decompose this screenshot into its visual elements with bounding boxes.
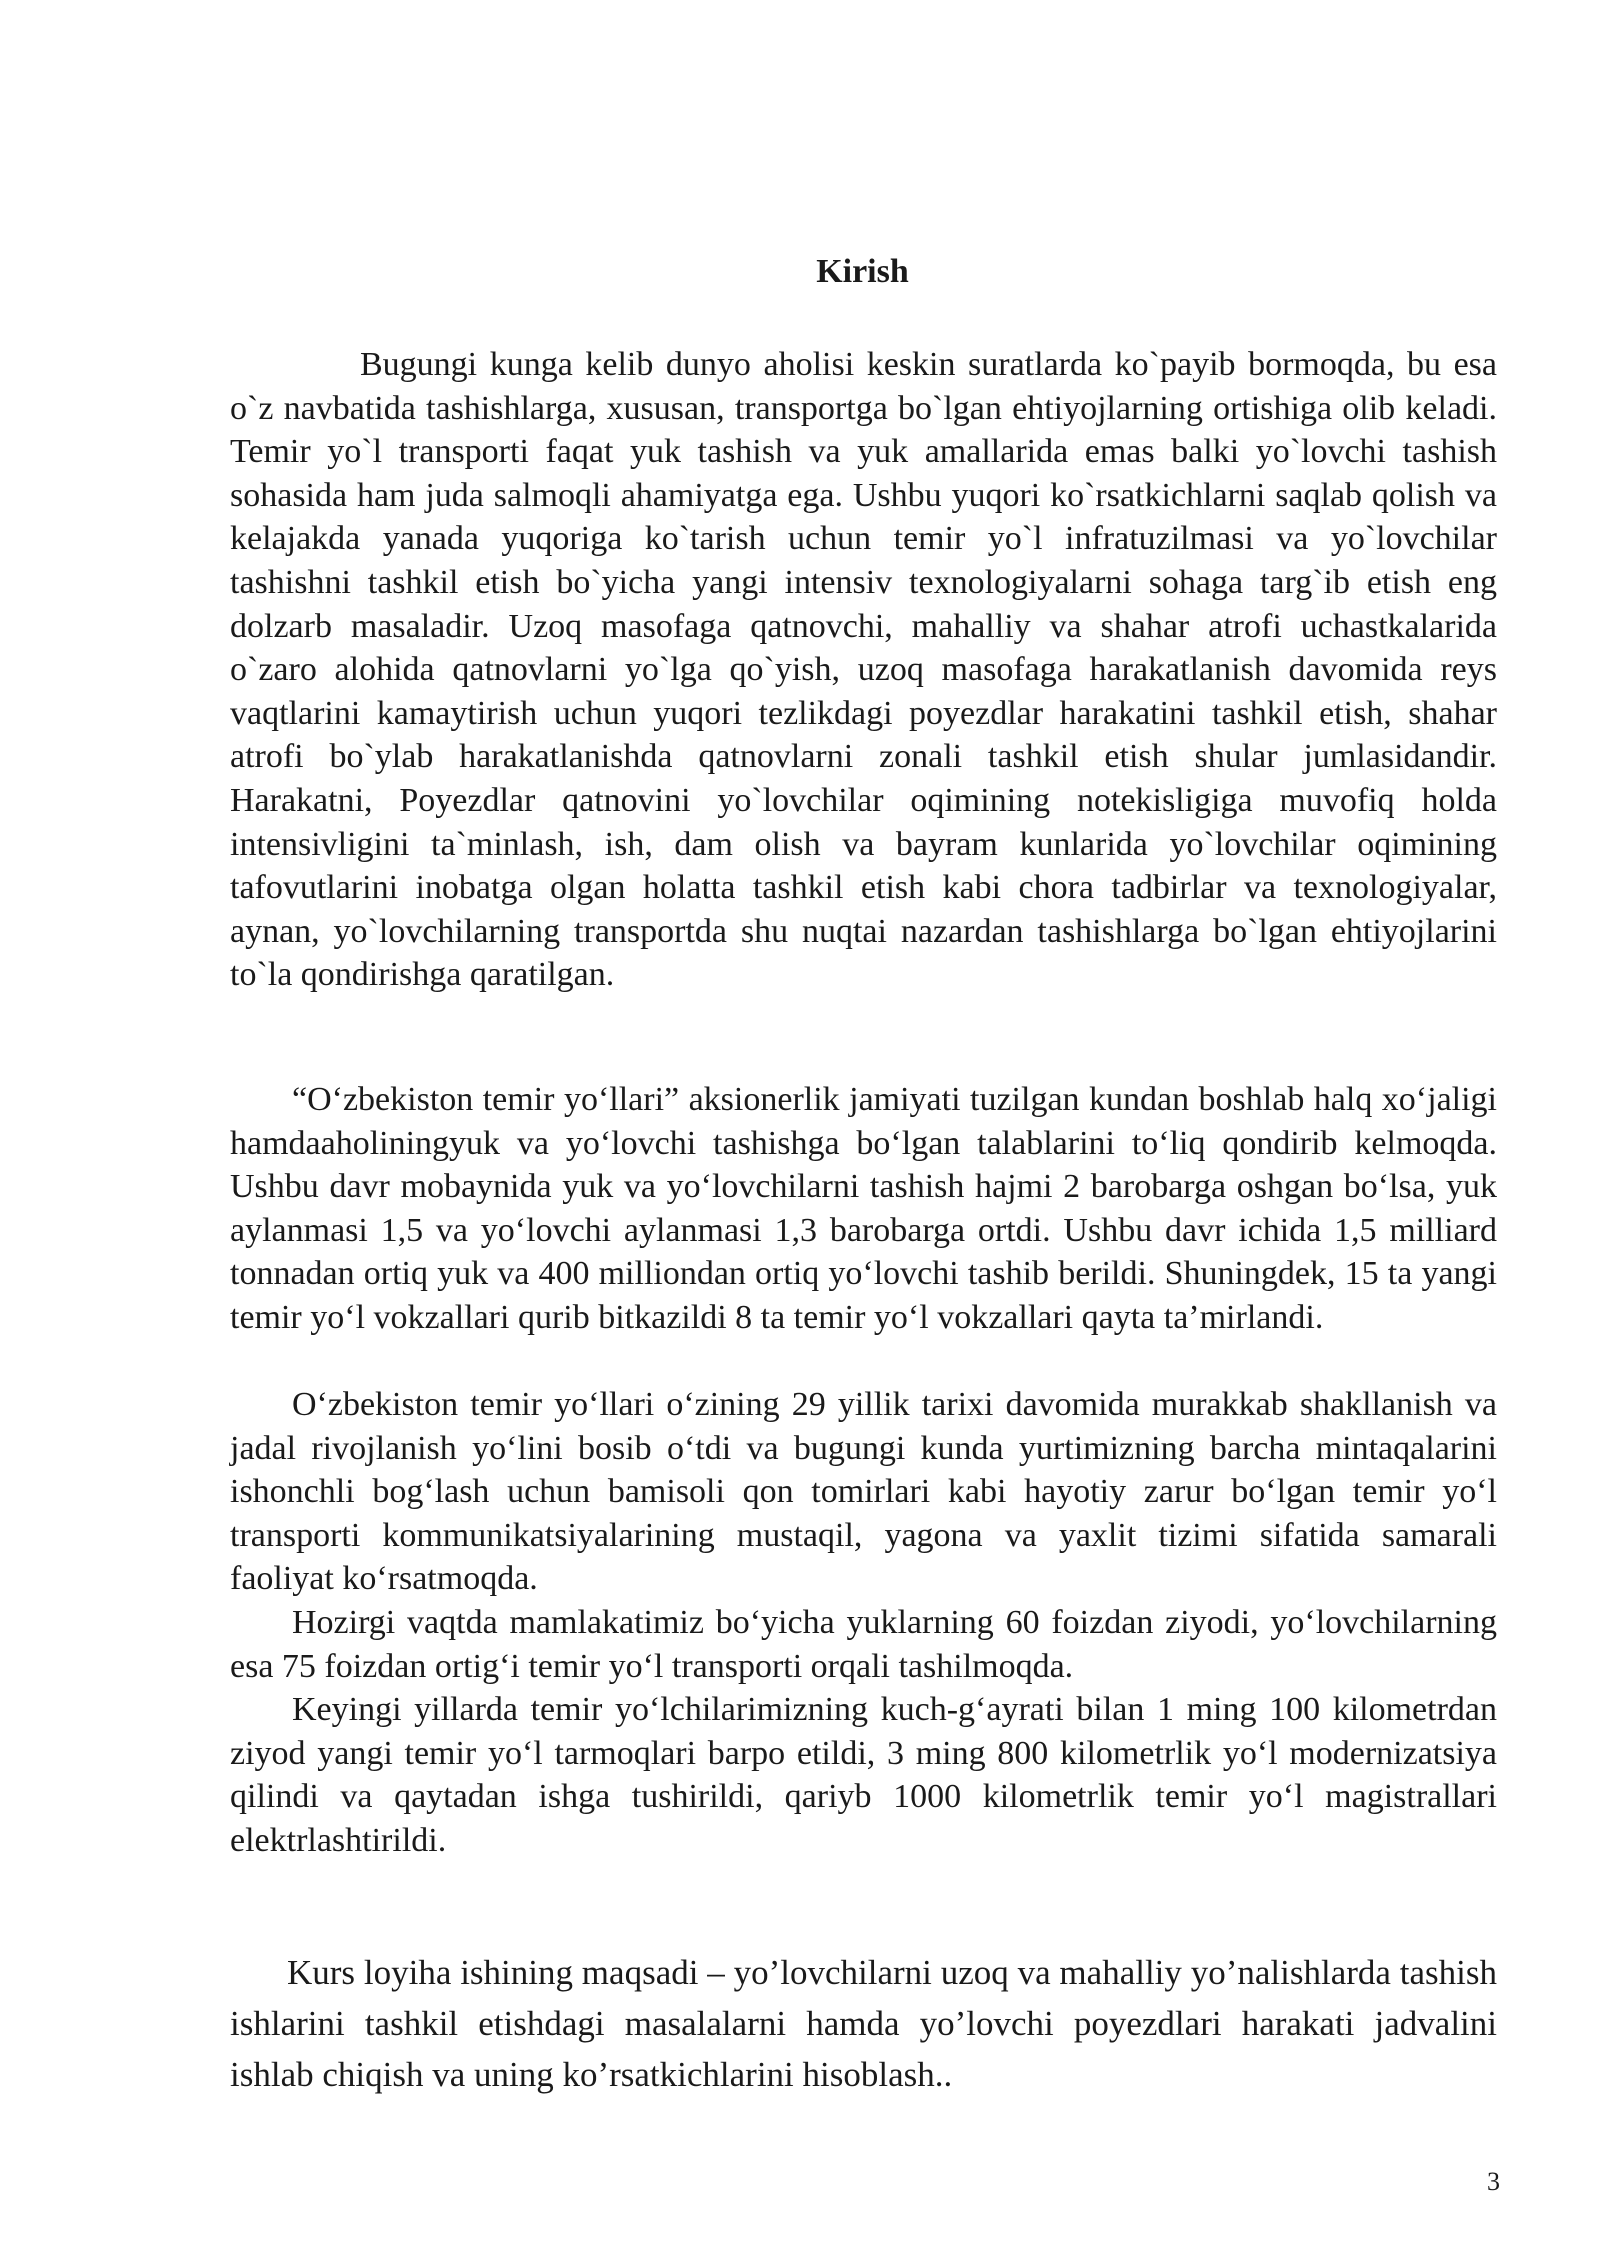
page-title: Kirish (816, 253, 909, 290)
paragraph-railways-company: “O‘zbekiston temir yo‘llari” aksionerlik jamiyati tuzilgan kundan boshlab halq xo‘jaligi hamdaaholiningyuk va yo‘lovchi tashishga bo‘lgan talablarini to‘liq qondirib kelmoqda. Ushbu davr mobaynida yuk va yo‘lovchilarni tashish hajmi 2 barobarga oshgan bo‘lsa, yuk aylanmasi 1,5 va yo‘lovchi aylanmasi 1,3 barobarga ortdi. Ushbu davr ichida 1,5 milliard tonnadan ortiq yuk va 400 milliondan ortiq yo‘lovchi tashib berildi. Shuningdek, 15 ta yangi temir yo‘l vokzallari qurib bitkazildi 8 ta temir yo‘l vokzallari qayta ta’mirlandi. (230, 1081, 1497, 1336)
paragraph-project-goal: Kurs loyiha ishining maqsadi – yo’lovchilarni uzoq va mahalliy yo’nalishlarda tashish ishlarini tashkil etishdagi masalalarni hamda yo’lovchi poyezdlari harakati jadvalini ishlab chiqish va uning ko’rsatkichlarini hisoblash.. (230, 1953, 1497, 2094)
paragraph-recent-years: Keyingi yillarda temir yo‘lchilarimizning kuch-g‘ayrati bilan 1 ming 100 kilometrdan ziyod yangi temir yo‘l tarmoqlari barpo etildi, 3 ming 800 kilometrlik yo‘l modernizatsiya qilindi va qaytadan ishga tushirildi, qariyb 1000 kilometrlik temir yo‘l magistrallari elektrlashtirildi. (230, 1691, 1497, 1859)
paragraph-current-share: Hozirgi vaqtda mamlakatimiz bo‘yicha yuklarning 60 foizdan ziyodi, yo‘lovchilarning esa 75 foizdan ortig‘i temir yo‘l transporti orqali tashilmoqda. (230, 1604, 1497, 1685)
paragraph-railways-history: O‘zbekiston temir yo‘llari o‘zining 29 yillik tarixi davomida murakkab shakllanish va jadal rivojlanish yo‘lini bosib o‘tdi va bugungi kunda yurtimizning barcha mintaqalarini ishonchli bog‘lash uchun bamisoli qon tomirlari kabi hayotiy zarur bo‘lgan temir yo‘l transporti kommunikatsiyalarining mustaqil, yagona va yaxlit tizimi sifatida samarali faoliyat ko‘rsatmoqda. (230, 1386, 1497, 1598)
paragraph-intro: Bugungi kunga kelib dunyo aholisi keskin suratlarda ko`payib bormoqda, bu esa o`z navbatida tashishlarga, xususan, transportga bo`lgan ehtiyojlarning ortishiga olib keladi. Temir yo`l transporti faqat yuk tashish va yuk amallarida emas balki yo`lovchi tashish sohasida ham juda salmoqli ahamiyatga ega. Ushbu yuqori ko`rsatkichlarni saqlab qolish va kelajakda yanada yuqoriga ko`tarish uchun temir yo`l infratuzilmasi va yo`lovchilar tashishni tashkil etish bo`yicha yangi intensiv texnologiyalarni sohaga targ`ib etish eng dolzarb masaladir. Uzoq masofaga qatnovchi, mahalliy va shahar atrofi uchastkalarida o`zaro alohida qatnovlarni yo`lga qo`yish, uzoq masofaga harakatlanish davomida reys vaqtlarini kamaytirish uchun yuqori tezlikdagi poyezdlar harakatini tashkil etish, shahar atrofi bo`ylab harakatlanishda qatnovlarni zonali tashkil etish shular jumlasidandir. Harakatni, Poyezdlar qatnovini yo`lovchilar oqimining notekisligiga muvofiq holda intensivligini ta`minlash, ish, dam olish va bayram kunlarida yo`lovchilar oqimining tafovutlarini inobatga olgan holatta tashkil etish kabi chora tadbirlar va texnologiyalar, aynan, yo`lovchilarning transportda shu nuqtai nazardan tashishlarga bo`lgan ehtiyojlarini to`la qondirishga qaratilgan. (230, 346, 1497, 994)
page-number: 3 (1487, 2167, 1500, 2196)
